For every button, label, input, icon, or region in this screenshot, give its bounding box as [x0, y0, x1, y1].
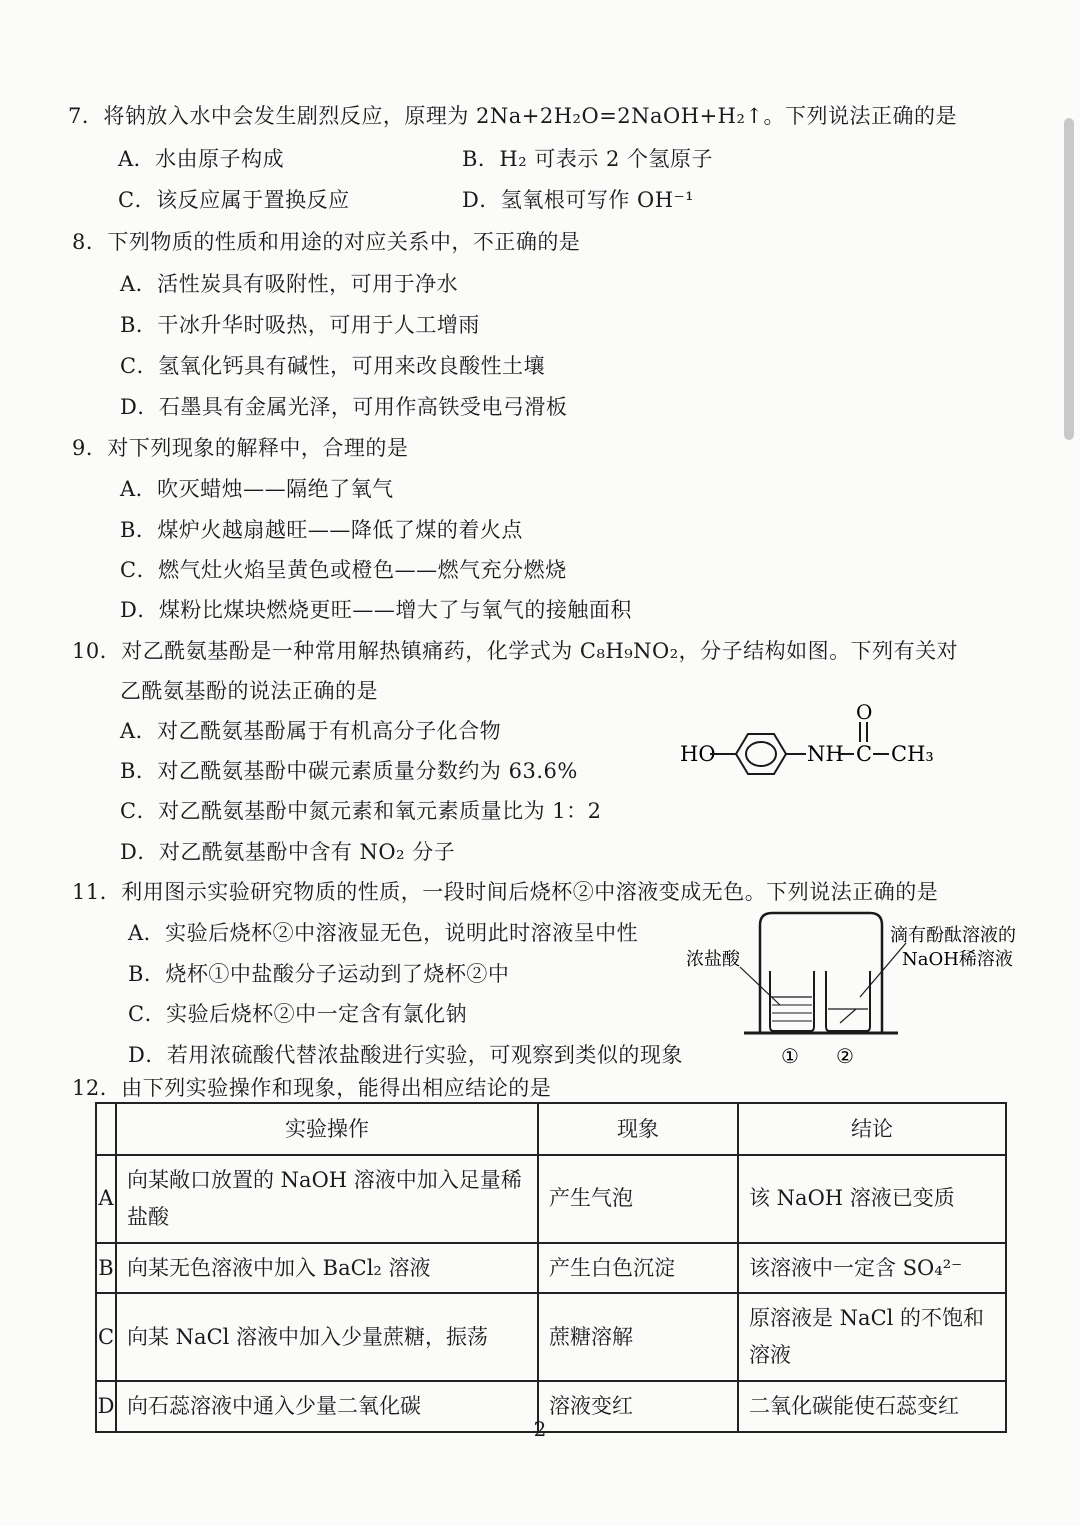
- row-label: C: [96, 1293, 116, 1381]
- table-header-blank: [96, 1103, 116, 1155]
- table-row: [96, 1243, 1006, 1294]
- q10-option-c: C．对乙酰氨基酚中氮元素和氧元素质量比为 1：2: [120, 799, 602, 823]
- q10-option-b: B．对乙酰氨基酚中碳元素质量分数约为 63.6%: [120, 759, 578, 783]
- row-phenomenon: 溶液变红: [538, 1381, 738, 1432]
- q7-option-c: C．该反应属于置换反应: [118, 188, 350, 212]
- row-operation: 向某无色溶液中加入 BaCl₂ 溶液: [116, 1243, 538, 1294]
- q12-stem: 12．由下列实验操作和现象，能得出相应结论的是: [72, 1076, 552, 1100]
- q7-option-a: A．水由原子构成: [118, 147, 285, 171]
- q8-option-c: C．氢氧化钙具有碱性，可用来改良酸性土壤: [120, 354, 546, 378]
- q11-stem: 11．利用图示实验研究物质的性质，一段时间后烧杯②中溶液变成无色。下列说法正确的是: [72, 880, 939, 904]
- structure-c-label: C: [856, 742, 873, 766]
- row-conclusion: 二氧化碳能使石蕊变红: [738, 1381, 1006, 1432]
- q10-option-d: D．对乙酰氨基酚中含有 NO₂ 分子: [120, 840, 456, 864]
- row-phenomenon: 产生气泡: [538, 1155, 738, 1243]
- q10-stem-line2: 乙酰氨基酚的说法正确的是: [120, 679, 378, 703]
- row-conclusion: 该 NaOH 溶液已变质: [738, 1155, 1006, 1243]
- label-phenolphthalein: 滴有酚酞溶液的: [890, 925, 1016, 946]
- page-number: 2: [533, 1417, 547, 1441]
- table-row: [96, 1293, 1006, 1381]
- q7-option-b: B．H₂ 可表示 2 个氢原子: [462, 147, 714, 171]
- q8-option-a: A．活性炭具有吸附性，可用于净水: [120, 272, 459, 296]
- row-conclusion: 原溶液是 NaCl 的不饱和溶液: [738, 1293, 1006, 1381]
- q10-stem-line1: 10．对乙酰氨基酚是一种常用解热镇痛药，化学式为 C₈H₉NO₂，分子结构如图。下列有关对: [72, 639, 959, 663]
- table-header-conclusion: 结论: [738, 1103, 1006, 1155]
- table-header-phenomenon: 现象: [538, 1103, 738, 1155]
- q9-option-b: B．煤炉火越扇越旺——降低了煤的着火点: [120, 518, 523, 542]
- q8-stem: 8．下列物质的性质和用途的对应关系中，不正确的是: [72, 230, 581, 254]
- q8-option-b: B．干冰升华时吸热，可用于人工增雨: [120, 313, 480, 337]
- row-label: D: [96, 1381, 116, 1432]
- table-row: [96, 1155, 1006, 1243]
- q7-option-d: D．氢氧根可写作 OH⁻¹: [462, 188, 695, 212]
- beaker-1-label: ①: [781, 1044, 799, 1068]
- paracetamol-structure: [670, 700, 950, 790]
- label-naoh: NaOH稀溶液: [902, 949, 1013, 970]
- structure-nh-label: NH: [807, 742, 844, 766]
- q11-option-a: A．实验后烧杯②中溶液显无色，说明此时溶液呈中性: [128, 921, 639, 945]
- row-operation: 向某敞口放置的 NaOH 溶液中加入足量稀盐酸: [116, 1155, 538, 1243]
- label-conc-hcl: 浓盐酸: [686, 949, 740, 970]
- row-operation: 向石蕊溶液中通入少量二氧化碳: [116, 1381, 538, 1432]
- q10-option-a: A．对乙酰氨基酚属于有机高分子化合物: [120, 719, 502, 743]
- q9-stem: 9．对下列现象的解释中，合理的是: [72, 436, 409, 460]
- table-header-operation: 实验操作: [116, 1103, 538, 1155]
- experiment-table: [95, 1102, 1007, 1433]
- scrollbar-thumb[interactable]: [1064, 118, 1074, 440]
- q11-option-c: C．实验后烧杯②中一定含有氯化钠: [128, 1002, 468, 1026]
- q11-option-b: B．烧杯①中盐酸分子运动到了烧杯②中: [128, 962, 510, 986]
- row-phenomenon: 蔗糖溶解: [538, 1293, 738, 1381]
- row-operation: 向某 NaCl 溶液中加入少量蔗糖，振荡: [116, 1293, 538, 1381]
- table-header-row: [96, 1103, 1006, 1155]
- row-label: A: [96, 1155, 116, 1243]
- q9-option-c: C．燃气灶火焰呈黄色或橙色——燃气充分燃烧: [120, 558, 567, 582]
- q8-option-d: D．石墨具有金属光泽，可用作高铁受电弓滑板: [120, 395, 568, 419]
- row-label: B: [96, 1243, 116, 1294]
- row-conclusion: 该溶液中一定含 SO₄²⁻: [738, 1243, 1006, 1294]
- beaker-experiment-figure: [680, 905, 1040, 1075]
- row-phenomenon: 产生白色沉淀: [538, 1243, 738, 1294]
- q7-stem: 7．将钠放入水中会发生剧烈反应，原理为 2Na+2H₂O=2NaOH+H₂↑。下列说法正确的是: [68, 104, 957, 128]
- q9-option-a: A．吹灭蜡烛——隔绝了氧气: [120, 477, 394, 501]
- beaker-2-label: ②: [836, 1044, 854, 1068]
- structure-o-label: O: [856, 700, 873, 724]
- q11-option-d: D．若用浓硫酸代替浓盐酸进行实验，可观察到类似的现象: [128, 1043, 683, 1067]
- structure-ho-label: HO: [680, 742, 716, 766]
- structure-ch3-label: CH₃: [891, 742, 934, 766]
- q9-option-d: D．煤粉比煤块燃烧更旺——增大了与氧气的接触面积: [120, 598, 632, 622]
